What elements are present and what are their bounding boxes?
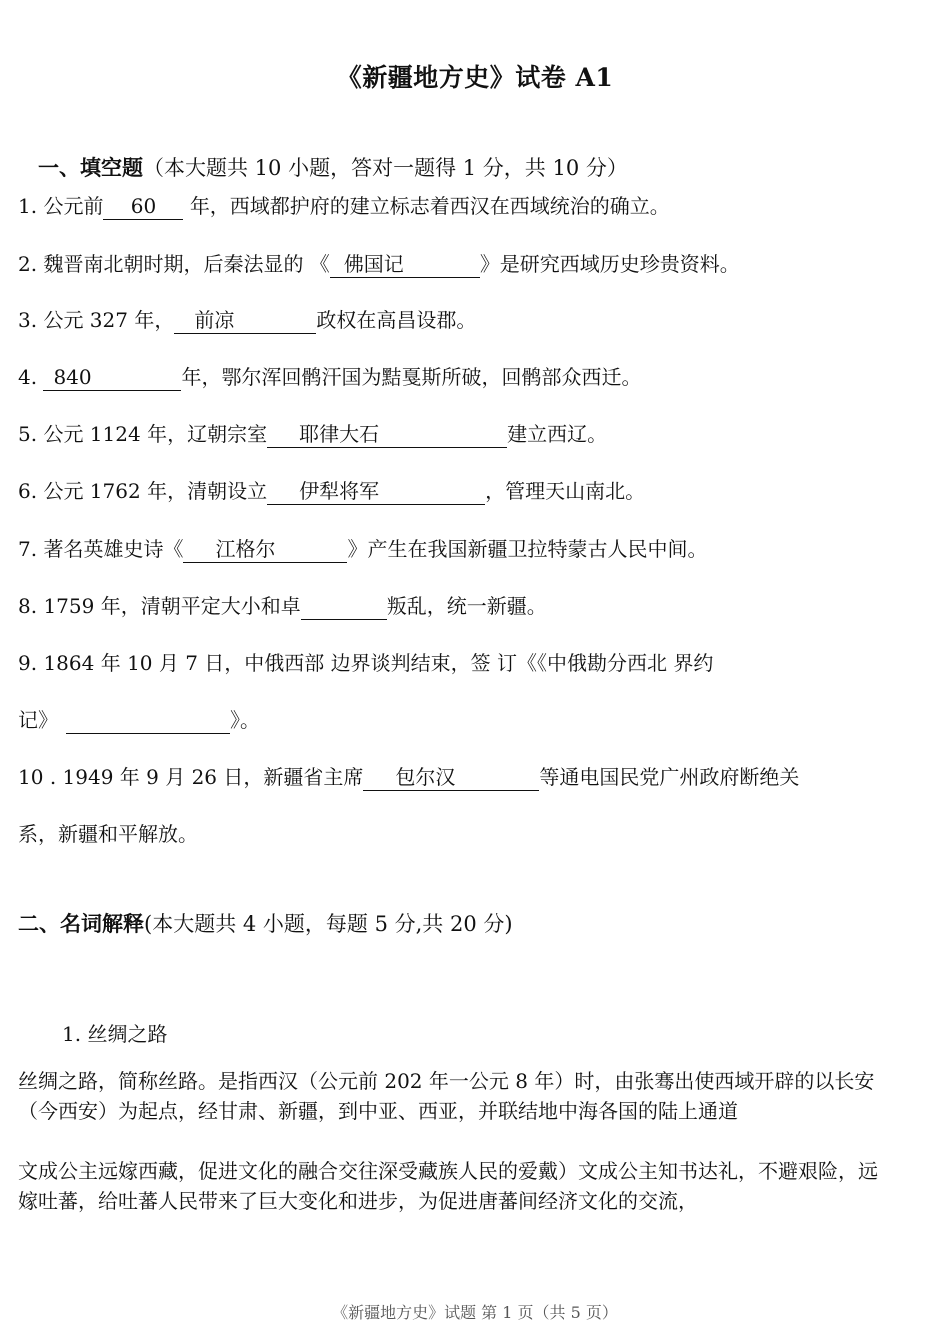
answer-blank: 包尔汉 [363, 763, 539, 791]
question-7 [18, 535, 707, 563]
question-3 [18, 306, 476, 334]
answer-blank: 前凉 [174, 306, 316, 334]
answer-blank: 耶律大石 [267, 420, 507, 448]
question-text: 年，西域都护府的建立标志着西汉在西域统治的确立。 [189, 194, 670, 218]
question-5 [18, 420, 607, 448]
question-number: 6. [18, 479, 38, 503]
term-1-answer: 丝绸之路，简称丝路。是指西汉（公元前 202 年一公元 8 年）时，由张骞出使西域开辟的以长安（今西安）为起点，经甘肃、新疆，到中亚、西亚，并联结地中海各国的陆上通道 [18, 1069, 875, 1123]
question-6 [18, 477, 645, 505]
question-text: 公元 327 年， [43, 308, 175, 332]
question-2 [18, 250, 740, 278]
section-2-header [18, 908, 513, 938]
answer-blank [301, 592, 387, 620]
answer-blank [66, 706, 230, 734]
answer-blank: 840 [43, 363, 181, 391]
question-text: 公元 1124 年，辽朝宗室 [43, 422, 268, 446]
question-text: 公元 1762 年，清朝设立 [43, 479, 268, 503]
question-10 [18, 763, 799, 791]
question-text: 年，鄂尔浑回鹘汗国为黠戛斯所破，回鹘部众西迁。 [181, 365, 642, 389]
question-number: 4. [18, 365, 38, 389]
question-1 [18, 192, 670, 220]
question-text: 公元前 [43, 194, 104, 218]
question-number: 5. [18, 422, 38, 446]
section-1-heading: 一、填空题 [38, 155, 143, 180]
page-title: 《新疆地方史》试卷 A1 [336, 63, 614, 92]
question-text: 魏晋南北朝时期，后秦法显的 《 [43, 252, 330, 276]
question-text: 1759 年，清朝平定大小和卓 [43, 594, 301, 618]
question-number: 7. [18, 537, 38, 561]
term-1-label: 1. 丝绸之路 [62, 1022, 168, 1046]
question-10-continued: 系，新疆和平解放。 [18, 822, 198, 846]
question-text: 叛乱，统一新疆。 [386, 594, 547, 618]
page-footer: 《新疆地方史》试题 第 1 页（共 5 页） [332, 1303, 618, 1322]
question-4 [18, 363, 641, 391]
question-9-continued [18, 706, 260, 734]
question-text: 》。 [230, 708, 260, 732]
question-text: 记》 [18, 708, 58, 732]
answer-blank: 伊犁将军 [267, 477, 485, 505]
question-text: 建立西辽。 [507, 422, 608, 446]
answer-blank: 佛国记 [330, 250, 480, 278]
question-number: 10 [18, 765, 44, 789]
question-text: . 1949 年 9 月 26 日，新疆省主席 [49, 765, 364, 789]
question-number: 3. [18, 308, 38, 332]
question-text: 等通电国民党广州政府断绝关 [539, 765, 800, 789]
answer-blank: 江格尔 [183, 535, 347, 563]
section-1-note: （本大题共 10 小题，答对一题得 1 分，共 10 分） [143, 156, 628, 180]
section-1-header [38, 152, 628, 182]
question-text: 政权在高昌设郡。 [316, 308, 477, 332]
question-number: 1. [18, 194, 38, 218]
question-text: 》是研究西域历史珍贵资料。 [479, 252, 740, 276]
question-text: 》产生在我国新疆卫拉特蒙古人民中间。 [347, 537, 708, 561]
question-9 [18, 649, 713, 677]
term-1-extra: 文成公主远嫁西藏，促进文化的融合交往深受藏族人民的爱戴）文成公主知书达礼，不避艰险，远嫁吐蕃，给吐蕃人民带来了巨大变化和进步，为促进唐蕃间经济文化的交流， [18, 1159, 878, 1213]
section-2-note: (本大题共 4 小题，每题 5 分,共 20 分) [144, 912, 513, 936]
question-text: ，管理天山南北。 [485, 479, 646, 503]
section-2-heading: 二、名词解释 [18, 911, 144, 936]
question-8 [18, 592, 547, 620]
question-text: 1864 年 10 月 7 日，中俄西部 边界谈判结束，签 订《《中俄勘分西北 界约 [43, 651, 714, 675]
question-number: 9. [18, 651, 38, 675]
question-number: 8. [18, 594, 38, 618]
question-number: 2. [18, 252, 38, 276]
question-text: 著名英雄史诗《 [43, 537, 184, 561]
answer-blank: 60 [103, 192, 183, 220]
